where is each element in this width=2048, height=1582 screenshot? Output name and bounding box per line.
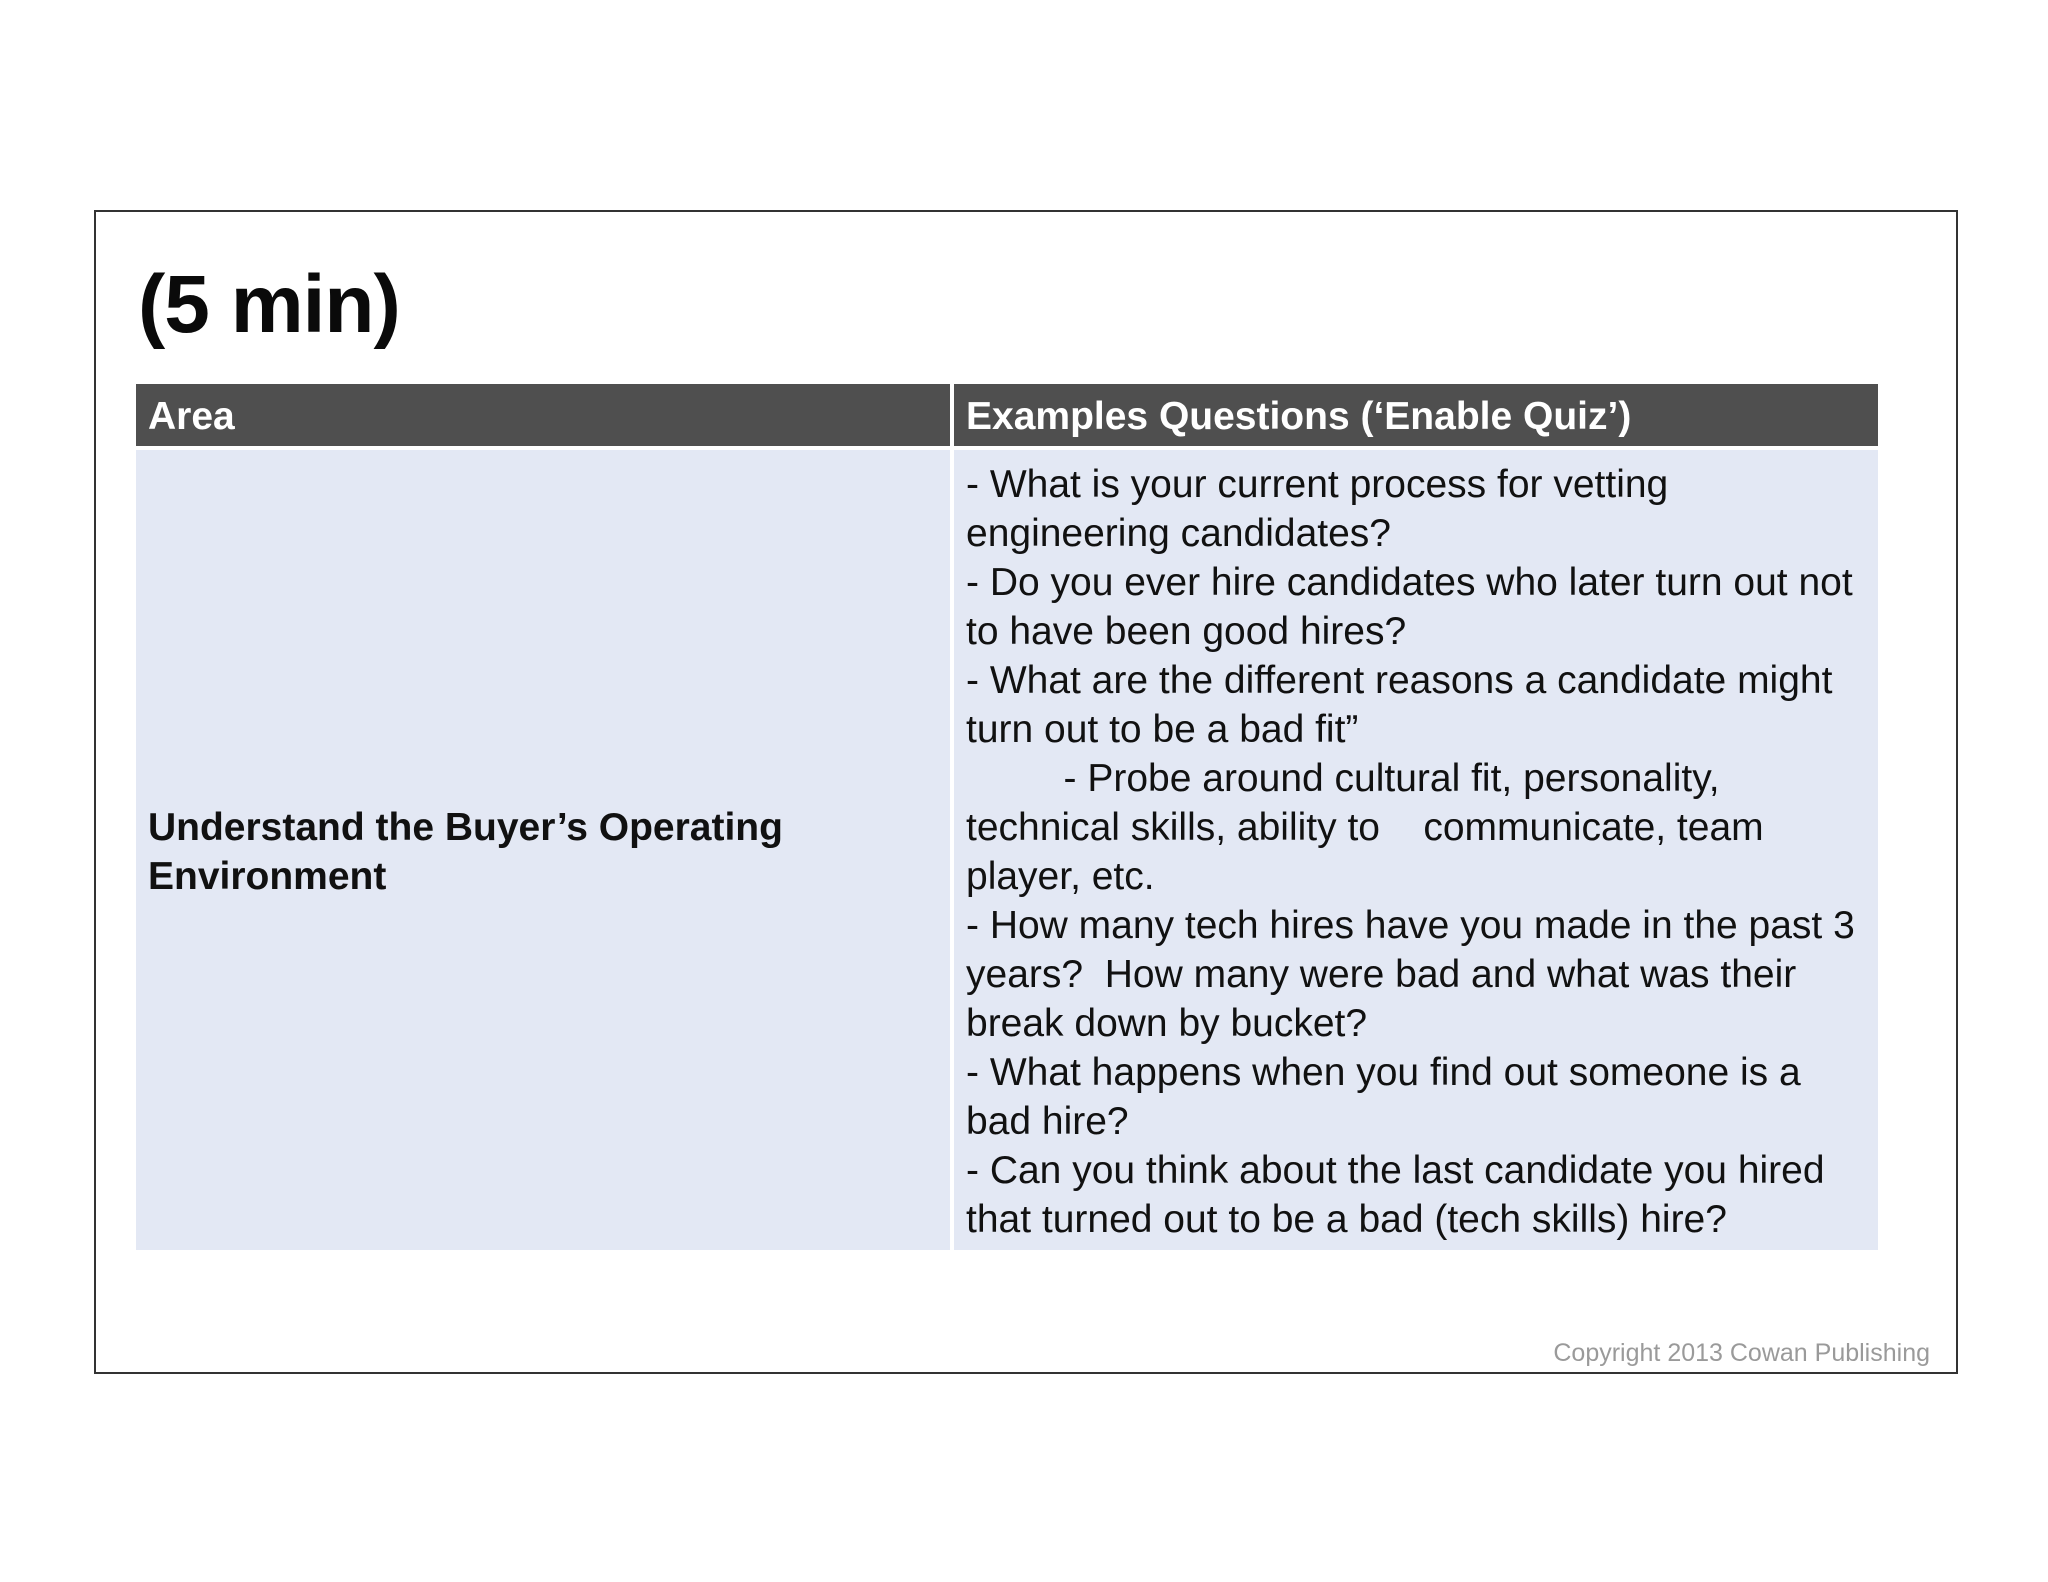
question-item: - Can you think about the last candidate you hired that turned out to be a bad (tech skills) hire? — [966, 1149, 1836, 1241]
question-subitem: - Probe around cultural fit, personality, technical skills, ability to communicate, team player, etc. — [966, 757, 1775, 898]
slide-frame — [94, 210, 1958, 1374]
header-questions: Examples Questions (‘Enable Quiz’) — [954, 384, 1878, 446]
table-header-row — [136, 384, 1878, 446]
copyright-notice: Copyright 2013 Cowan Publishing — [1553, 1339, 1930, 1367]
area-cell: Understand the Buyer’s Operating Environment — [136, 450, 950, 1250]
header-area: Area — [136, 384, 950, 446]
questions-table — [132, 380, 1882, 1254]
question-item: - What happens when you find out someone is a bad hire? — [966, 1051, 1812, 1143]
questions-cell — [954, 450, 1878, 1250]
question-item: - Do you ever hire candidates who later turn out not to have been good hires? — [966, 561, 1864, 653]
question-item: - How many tech hires have you made in the past 3 years? How many were bad and what was their break down by bucket? — [966, 904, 1866, 1045]
slide-title: (5 min) — [138, 259, 400, 350]
table-row — [136, 450, 1878, 1250]
question-item: - What are the different reasons a candidate might turn out to be a bad fit” — [966, 659, 1844, 751]
question-item: - What is your current process for vetting engineering candidates? — [966, 463, 1680, 555]
